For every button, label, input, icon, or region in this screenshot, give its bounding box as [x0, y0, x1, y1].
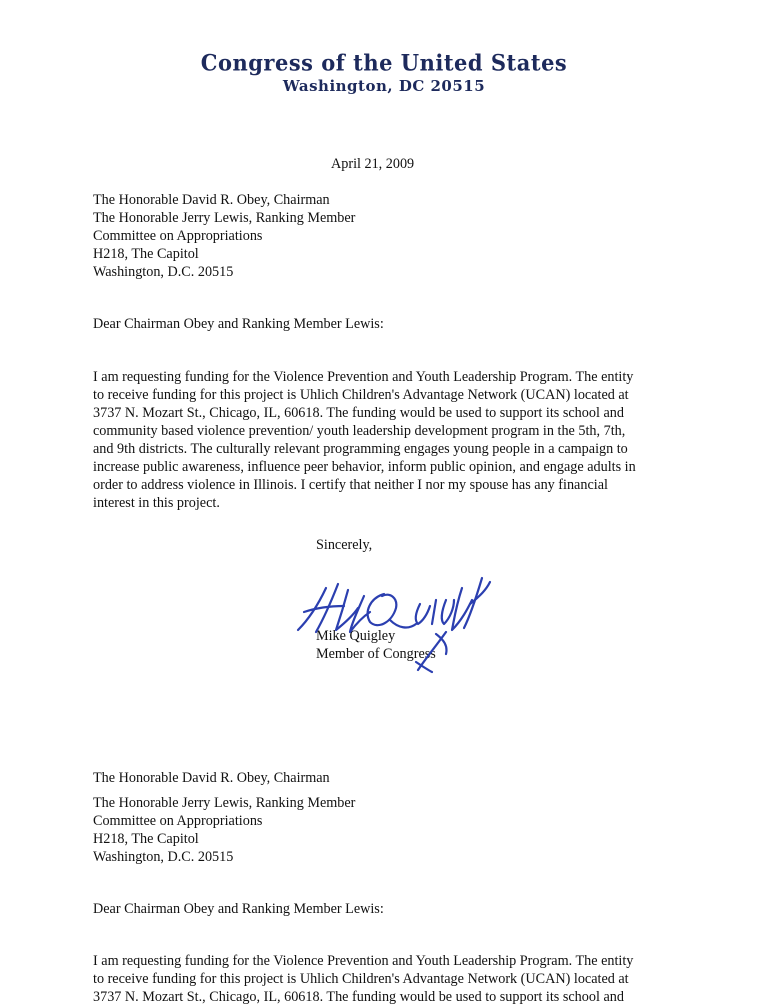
- address-line: The Honorable David R. Obey, Chairman: [93, 192, 330, 208]
- letter-date: April 21, 2009: [331, 156, 415, 172]
- recipient-address: [93, 191, 355, 281]
- address-line: H218, The Capitol: [93, 246, 199, 262]
- address-line: The Honorable Jerry Lewis, Ranking Member: [93, 210, 356, 226]
- body-line: interest in this project.: [93, 495, 220, 511]
- signer-title: Member of Congress: [316, 646, 436, 662]
- signature-image: [286, 550, 496, 675]
- address-line: Washington, D.C. 20515: [93, 264, 234, 280]
- salutation-duplicate: Dear Chairman Obey and Ranking Member Lewis:: [93, 901, 384, 917]
- body-line: and 9th districts. The culturally relevant programming engages young people in a campaign to: [93, 441, 628, 457]
- closing: Sincerely,: [316, 537, 373, 553]
- address-line: Committee on Appropriations: [93, 228, 263, 244]
- letterhead-city: Washington, DC 20515: [282, 77, 486, 95]
- address-line: H218, The Capitol: [93, 831, 199, 847]
- letterhead-title: Congress of the United States: [200, 49, 568, 76]
- letterhead: [0, 50, 768, 95]
- body-line: to receive funding for this project is Uhlich Children's Advantage Network (UCAN) located at: [93, 387, 629, 403]
- address-line: The Honorable Jerry Lewis, Ranking Member: [93, 795, 356, 811]
- signer-name: Mike Quigley: [316, 628, 396, 644]
- address-line: Committee on Appropriations: [93, 813, 263, 829]
- body-line: to receive funding for this project is Uhlich Children's Advantage Network (UCAN) located at: [93, 971, 629, 987]
- address-line: Washington, D.C. 20515: [93, 849, 234, 865]
- letter-body-duplicate: [93, 952, 693, 1006]
- body-line: 3737 N. Mozart St., Chicago, IL, 60618. The funding would be used to support its school and: [93, 405, 624, 421]
- address-line-cropped: [93, 770, 330, 787]
- address-line: The Honorable David R. Obey, Chairman: [93, 770, 330, 786]
- salutation: Dear Chairman Obey and Ranking Member Lewis:: [93, 316, 384, 332]
- body-line: increase public awareness, influence peer behavior, inform public opinion, and engage adults in: [93, 459, 636, 475]
- letter-body: [93, 368, 693, 512]
- recipient-address-duplicate: [93, 794, 355, 866]
- body-line: I am requesting funding for the Violence Prevention and Youth Leadership Program. The entity: [93, 369, 634, 385]
- body-line: 3737 N. Mozart St., Chicago, IL, 60618. The funding would be used to support its school and: [93, 989, 624, 1005]
- body-line: I am requesting funding for the Violence Prevention and Youth Leadership Program. The entity: [93, 953, 634, 969]
- body-line: order to address violence in Illinois. I certify that neither I nor my spouse has any financial: [93, 477, 608, 493]
- body-line: community based violence prevention/ youth leadership development program in the 5th, 7th,: [93, 423, 626, 439]
